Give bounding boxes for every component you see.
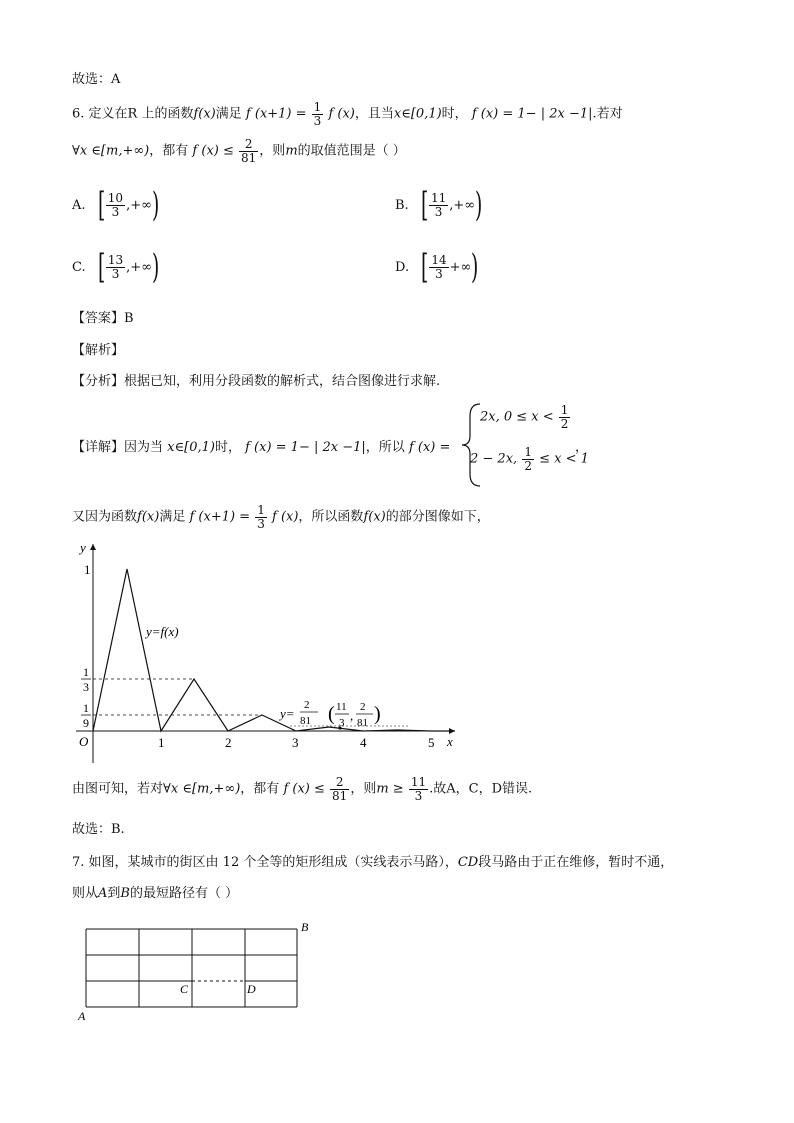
curve-fx bbox=[93, 569, 455, 731]
conclusion-m: m ≥ bbox=[376, 781, 404, 797]
conclusion-text: .故A，C，D错误. bbox=[429, 781, 533, 797]
again-line: 又因为函数f(x)满足 f (x+1) = $\frac{1}{3}$ f (x)，所以函数f(x)的部分图像如下， bbox=[72, 503, 490, 531]
line-label-num: 2 bbox=[304, 699, 310, 711]
q7-text: 如图，某城市的街区由 12 个全等的矩形组成（实线表示马路）， bbox=[88, 855, 458, 870]
point-x-num: 11 bbox=[336, 701, 347, 713]
q7-line1 bbox=[72, 851, 673, 870]
point-y-den: 81 bbox=[357, 717, 368, 729]
q6-cond-rhs: f (x) bbox=[328, 106, 355, 122]
svg-text:,: , bbox=[350, 708, 354, 723]
option-d-label: D. bbox=[395, 259, 410, 275]
fenxi-line bbox=[72, 370, 440, 389]
option-b[interactable]: B. [ $\frac{11}{3}$ ,+∞ ) bbox=[395, 185, 483, 225]
again-fx2: f(x) bbox=[363, 509, 386, 525]
piece-2: 2 − 2x, $\frac{1}{2}$ ≤ x < 1 bbox=[470, 445, 589, 473]
again-rhs: f (x) bbox=[272, 509, 299, 525]
line-label-den: 81 bbox=[300, 715, 311, 727]
option-b-label: B. bbox=[395, 197, 409, 213]
y-tick-ninth-den: 9 bbox=[83, 716, 89, 730]
svg-text:): ) bbox=[374, 703, 381, 725]
y-tick-third-num: 1 bbox=[83, 665, 89, 679]
function-graph bbox=[70, 538, 470, 768]
q6-stem-text: ，且当 bbox=[354, 106, 394, 122]
xiangjie-text: ，所以 bbox=[365, 440, 405, 455]
final-answer: 故选：B. bbox=[72, 822, 125, 837]
q7-text: 段马路由于正在维修，暂时不通， bbox=[478, 855, 674, 870]
piece-2-tail: ≤ x < 1 bbox=[539, 451, 589, 467]
option-d-num: 14 bbox=[431, 252, 447, 267]
answer-line bbox=[72, 307, 134, 326]
q6-stem-text: .若对 bbox=[592, 106, 623, 122]
option-c[interactable]: C. [ $\frac{13}{3}$ ,+∞ ) bbox=[72, 247, 160, 287]
option-c-den: 3 bbox=[111, 266, 120, 281]
option-c-num: 13 bbox=[107, 252, 124, 267]
q7-line2 bbox=[72, 882, 238, 901]
q6-frac-third: $\frac{1}{3}$ bbox=[313, 100, 322, 128]
analysis-tag: 【解析】 bbox=[72, 343, 125, 358]
q6-fx: f(x) bbox=[193, 106, 216, 122]
label-a: A bbox=[78, 1009, 86, 1023]
xiangjie-text: 因为当 bbox=[124, 440, 164, 455]
fenxi-text: 根据已知，利用分段函数的解析式，结合图像进行求解. bbox=[124, 374, 441, 389]
q7-text: 则从 bbox=[72, 886, 99, 901]
q6-stem-text: ，则 bbox=[259, 143, 286, 159]
conclusion-line: 由图可知，若对∀x ∈[m,+∞)，都有 f (x) ≤ $\frac{2}{81}$ ，则m ≥ $\frac{11}{3}$ .故A，C，D错误. bbox=[72, 775, 533, 803]
q6-domain: x∈[0,1) bbox=[393, 106, 442, 122]
again-text: ，所以函数 bbox=[298, 509, 364, 525]
again-text: 又因为函数 bbox=[72, 509, 138, 525]
xiangjie-line bbox=[72, 436, 450, 455]
conclusion-forall: ∀x ∈[m,+∞) bbox=[163, 781, 241, 797]
y-axis-label: y bbox=[80, 540, 86, 555]
conclusion-text: ，则 bbox=[350, 781, 377, 797]
point-y-num: 2 bbox=[360, 701, 366, 713]
y-tick-third-den: 3 bbox=[83, 680, 89, 694]
again-cond: f (x+1) = bbox=[189, 509, 251, 525]
q6-number: 6. bbox=[72, 106, 85, 122]
q6-stem-text: 时， bbox=[441, 106, 468, 122]
x-tick-4: 4 bbox=[360, 735, 367, 750]
option-a-den: 3 bbox=[111, 204, 120, 219]
again-text: 满足 bbox=[159, 509, 186, 525]
conclusion-text: 由图可知，若对 bbox=[72, 781, 164, 797]
q6-def: f (x) = 1− | 2x −1| bbox=[471, 106, 593, 122]
x-axis-label: x bbox=[447, 734, 453, 749]
option-b-den: 3 bbox=[434, 204, 443, 219]
xiangjie-tag: 【详解】 bbox=[72, 440, 125, 455]
option-b-tail: ,+∞ bbox=[449, 197, 476, 213]
q7-text: 到 bbox=[107, 886, 121, 901]
curve-label: y=f(x) bbox=[146, 624, 179, 639]
piece-1-text: 2x, 0 ≤ x < bbox=[480, 409, 554, 425]
q7-cd: CD bbox=[457, 855, 479, 870]
x-tick-2: 2 bbox=[225, 735, 232, 750]
point-x-den: 3 bbox=[339, 717, 345, 729]
q6-ineq: f (x) ≤ bbox=[192, 143, 234, 159]
q7-number: 7. bbox=[72, 855, 85, 870]
x-tick-3: 3 bbox=[292, 735, 299, 750]
label-d: D bbox=[247, 982, 256, 996]
xiangjie-end: ， bbox=[575, 440, 589, 455]
conclusion-ineq: f (x) ≤ bbox=[283, 781, 325, 797]
q6-cond-lhs: f (x+1) = bbox=[245, 106, 307, 122]
xiangjie-def: f (x) = 1− | 2x −1| bbox=[245, 440, 366, 455]
prev-answer: 故选：A bbox=[72, 72, 121, 87]
option-d-den: 3 bbox=[435, 266, 443, 281]
q7-a: A bbox=[98, 886, 108, 901]
origin-label: O bbox=[79, 734, 89, 749]
q6-stem-text: ，都有 bbox=[149, 143, 189, 159]
q6-stem-line1 bbox=[72, 101, 623, 128]
label-b: B bbox=[301, 920, 309, 934]
answer-tag: 【答案】 bbox=[72, 311, 125, 326]
q6-forall: ∀x ∈[m,+∞) bbox=[72, 143, 150, 159]
q6-stem-line2 bbox=[72, 138, 406, 165]
option-a[interactable]: A. [ $\frac{10}{3}$ ,+∞ ) bbox=[72, 185, 160, 225]
x-tick-1: 1 bbox=[158, 735, 165, 750]
answer-value: B bbox=[124, 311, 134, 326]
option-a-num: 10 bbox=[107, 190, 124, 205]
label-c: C bbox=[180, 982, 189, 996]
xiangjie-domain: x∈[0,1) bbox=[167, 440, 215, 455]
piece-1: 2x, 0 ≤ x < $\frac{1}{2}$ bbox=[480, 403, 569, 431]
option-d[interactable]: D. [ $\frac{14}{3}$ +∞ ) bbox=[395, 247, 479, 287]
option-d-tail: +∞ bbox=[449, 259, 472, 275]
q7-text: 的最短路径有（ ） bbox=[129, 886, 239, 901]
again-fx: f(x) bbox=[137, 509, 160, 525]
again-text: 的部分图像如下， bbox=[385, 509, 490, 525]
q7-b: B bbox=[120, 886, 130, 901]
y-tick-ninth-num: 1 bbox=[83, 701, 89, 715]
q6-m: m bbox=[285, 143, 298, 159]
q6-stem-text: 的取值范围是（ ） bbox=[297, 143, 406, 159]
option-c-tail: ,+∞ bbox=[126, 259, 153, 275]
q6-stem-text: 定义在R 上的函数 bbox=[88, 106, 194, 122]
piece-2-text: 2 − 2x, bbox=[470, 451, 518, 467]
xiangjie-text: 时， bbox=[214, 440, 241, 455]
conclusion-text: ，都有 bbox=[240, 781, 280, 797]
option-c-label: C. bbox=[72, 259, 86, 275]
y-tick-1: 1 bbox=[84, 562, 91, 577]
fenxi-tag: 【分析】 bbox=[72, 374, 125, 389]
option-a-label: A. bbox=[72, 197, 86, 213]
q6-frac-2-81: $\frac{2}{81}$ bbox=[241, 137, 257, 165]
line-label: y= bbox=[280, 706, 295, 721]
x-tick-5: 5 bbox=[428, 735, 435, 750]
xiangjie-fx: f (x) = bbox=[408, 440, 451, 455]
svg-text:(: ( bbox=[328, 703, 335, 725]
street-grid-diagram bbox=[76, 918, 326, 1028]
q6-stem-text: 满足 bbox=[215, 106, 242, 122]
option-a-tail: ,+∞ bbox=[126, 197, 152, 213]
option-b-num: 11 bbox=[430, 190, 447, 205]
